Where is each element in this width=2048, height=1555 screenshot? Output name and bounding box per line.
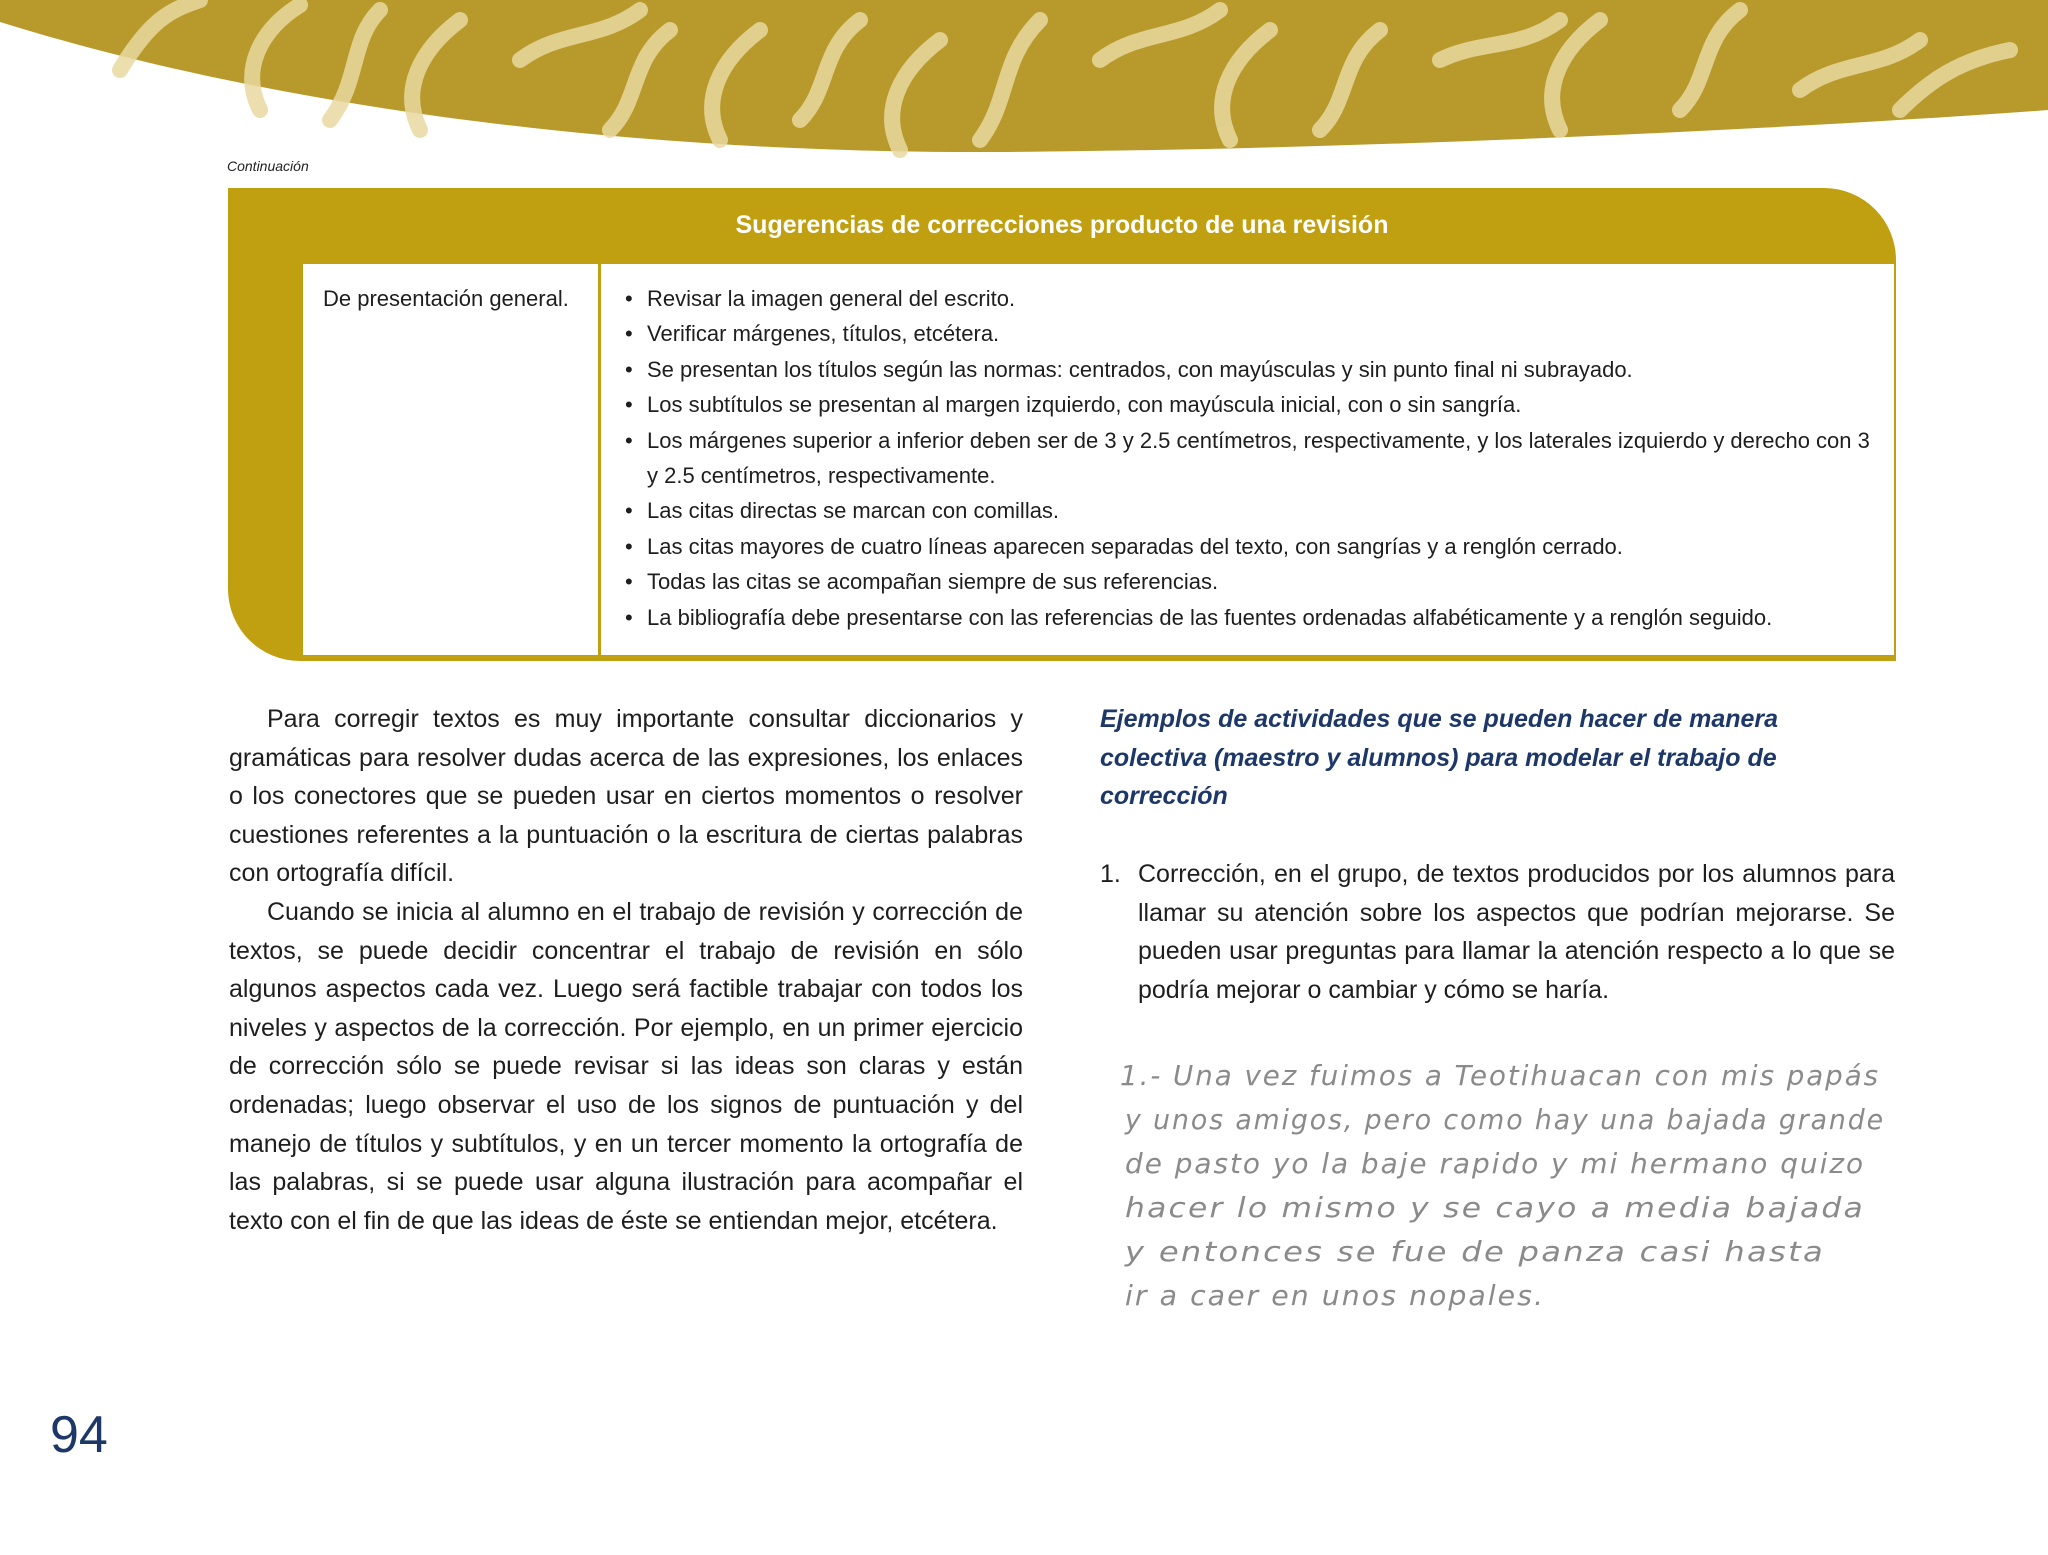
example-number: 1. <box>1100 860 1121 888</box>
table-list-item: • Las citas mayores de cuatro líneas aparecen separadas del texto, con sangrías y a renglón cerrado. <box>625 529 1874 564</box>
corrections-table <box>228 188 1896 661</box>
table-list-item: • Se presentan los títulos según las normas: centrados, con mayúsculas y sin punto final ni subrayado. <box>625 352 1874 387</box>
table-list-item: • La bibliografía debe presentarse con las referencias de las fuentes ordenadas alfabéticamente y a renglón seguido. <box>625 600 1874 635</box>
handwritten-line: y unos amigos, pero como hay una bajada grande <box>1124 1103 1885 1136</box>
examples-list <box>1100 855 1895 1009</box>
table-body <box>303 264 1894 655</box>
page-number: 94 <box>50 1406 108 1464</box>
handwritten-line: de pasto yo la baje rapido y mi hermano quizo <box>1125 1147 1865 1180</box>
table-list-item: • Los márgenes superior a inferior deben ser de 3 y 2.5 centímetros, respectivamente, y los laterales izquierdo y derecho con 3 y 2.5 centímetros, respectivamente. <box>625 423 1874 494</box>
handwritten-student-sample <box>1110 1055 1890 1325</box>
table-list-item: • Las citas directas se marcan con comillas. <box>625 493 1874 528</box>
body-paragraph: Cuando se inicia al alumno en el trabajo de revisión y corrección de textos, se puede decidir concentrar el trabajo de revisión en sólo algunos aspectos cada vez. Luego será factible trabajar con todos los niveles y aspectos de la corrección. Por ejemplo, en un primer ejercicio de corrección sólo se puede revisar si las ideas son claras y están ordenadas; luego observar el uso de los signos de puntuación y del manejo de títulos y subtítulos, y en un tercer momento la ortografía de las palabras, si se puede usar alguna ilustración para acompañar el texto con el fin de que las ideas de éste se entiendan mejor, etcétera. <box>229 897 1023 1235</box>
body-text-column <box>229 700 1023 1240</box>
handwritten-line: y entonces se fue de panza casi hasta <box>1123 1235 1825 1268</box>
table-list-item: • Verificar márgenes, títulos, etcétera. <box>625 316 1874 351</box>
table-title: Sugerencias de correcciones producto de una revisión <box>735 211 1389 239</box>
table-list-item: • Revisar la imagen general del escrito. <box>625 281 1874 316</box>
examples-heading: Ejemplos de actividades que se pueden hacer de manera colectiva (maestro y alumnos) para modelar el trabajo de corrección <box>1100 705 1779 811</box>
handwritten-line: ir a caer en unos nopales. <box>1125 1279 1545 1312</box>
continuation-label: Continuación <box>227 158 309 174</box>
example-item <box>1100 855 1895 1009</box>
table-items-list <box>601 264 1894 655</box>
table-list-item: • Los subtítulos se presentan al margen izquierdo, con mayúscula inicial, con o sin sangría. <box>625 387 1874 422</box>
handwritten-line: 1.- Una vez fuimos a Teotihuacan con mis papás <box>1120 1059 1880 1092</box>
handwritten-line: hacer lo mismo y se cayo a media bajada <box>1125 1191 1865 1224</box>
table-list-item: • Todas las citas se acompañan siempre de sus referencias. <box>625 564 1874 599</box>
decorative-header-banner <box>0 0 2048 175</box>
example-text: Corrección, en el grupo, de textos producidos por los alumnos para llamar su atención sobre los aspectos que podrían mejorarse. Se pueden usar preguntas para llamar la atención respecto a lo que se podría mejorar o cambiar y cómo se haría. <box>1138 860 1895 1004</box>
body-paragraph: Para corregir textos es muy importante consultar diccionarios y gramáticas para resolver dudas acerca de las expresiones, los enlaces o los conectores que se pueden usar en ciertos momentos o resolver cuestiones referentes a la puntuación o la escritura de ciertas palabras con ortografía difícil. <box>229 705 1023 888</box>
table-category-cell: De presentación general. <box>303 264 601 655</box>
